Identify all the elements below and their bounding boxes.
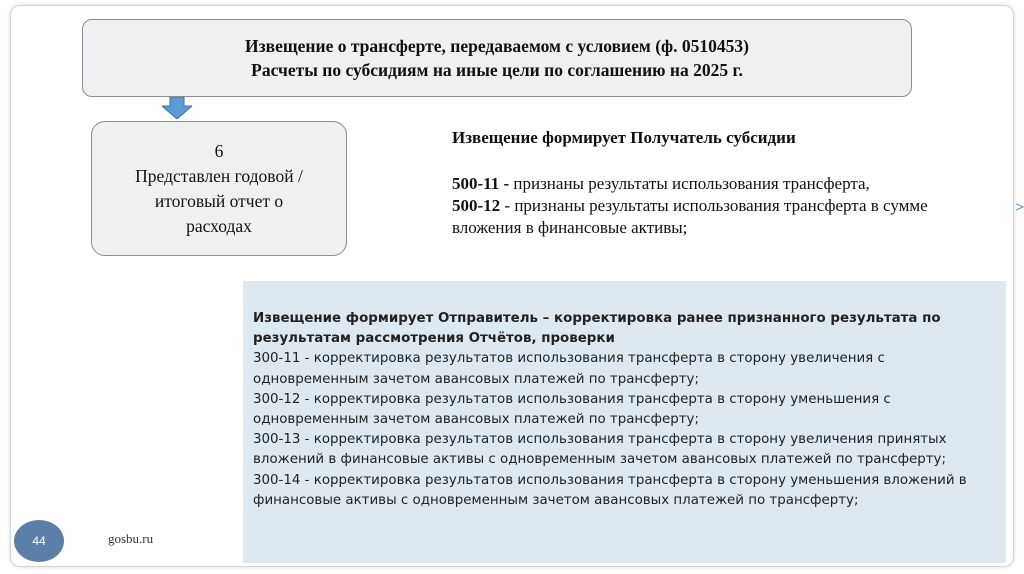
recipient-item <box>452 173 992 195</box>
down-arrow-icon <box>162 97 192 119</box>
step-text-line-3: расходах <box>186 215 252 236</box>
step-number: 6 <box>214 140 224 161</box>
sender-item: 300-11 - корректировка результатов использования трансферта в сторону увеличения с одновременным зачетом авансовых платежей по трансферту; <box>253 351 885 387</box>
sender-item: 300-12 - корректировка результатов использования трансферта в сторону уменьшения с одновременным зачетом авансовых платежей по трансферту; <box>253 391 891 428</box>
page-number: 44 <box>32 534 46 548</box>
title-line-1: Извещение о трансферте, передаваемом с условием (ф. 0510453) <box>245 36 749 56</box>
page-number-badge <box>14 520 64 562</box>
recipient-item-text: признаны результаты использования трансферта, <box>509 174 870 193</box>
sender-section <box>243 281 1006 563</box>
site-name: gosbu.ru <box>108 531 154 546</box>
recipient-item-code: 500-11 - <box>452 174 510 193</box>
title-box <box>82 19 912 97</box>
recipient-heading: Извещение формирует Получатель субсидии <box>452 128 796 147</box>
step-text-line-2: итоговый отчет о <box>154 190 284 211</box>
chevron-right-icon <box>1016 203 1024 211</box>
recipient-item-text: - признаны результаты использования трансферта в сумме вложения в финансовые активы; <box>452 196 928 237</box>
sender-item: 300-14 - корректировка результатов использования трансферта в сторону уменьшения вложений в финансовые активы с одновременным зачетом авансовых платежей по трансферту; <box>253 472 967 508</box>
title-line-2: Расчеты по субсидиям на иные цели по соглашению на 2025 г. <box>251 60 743 80</box>
sender-heading: Извещение формирует Отправитель – корректировка ранее признанного результата по результатам рассмотрения Отчётов, проверки <box>253 311 941 347</box>
sender-item: 300-13 - корректировка результатов использования трансферта в сторону увеличения принятых вложений в финансовые активы с одновременным зачетом авансовых платежей по трансферту; <box>253 432 947 468</box>
step-text-line-1: Представлен годовой / <box>135 165 303 186</box>
recipient-section <box>452 127 992 239</box>
step-box <box>91 121 347 256</box>
recipient-item-code: 500-12 <box>452 196 501 215</box>
recipient-item <box>452 195 992 239</box>
